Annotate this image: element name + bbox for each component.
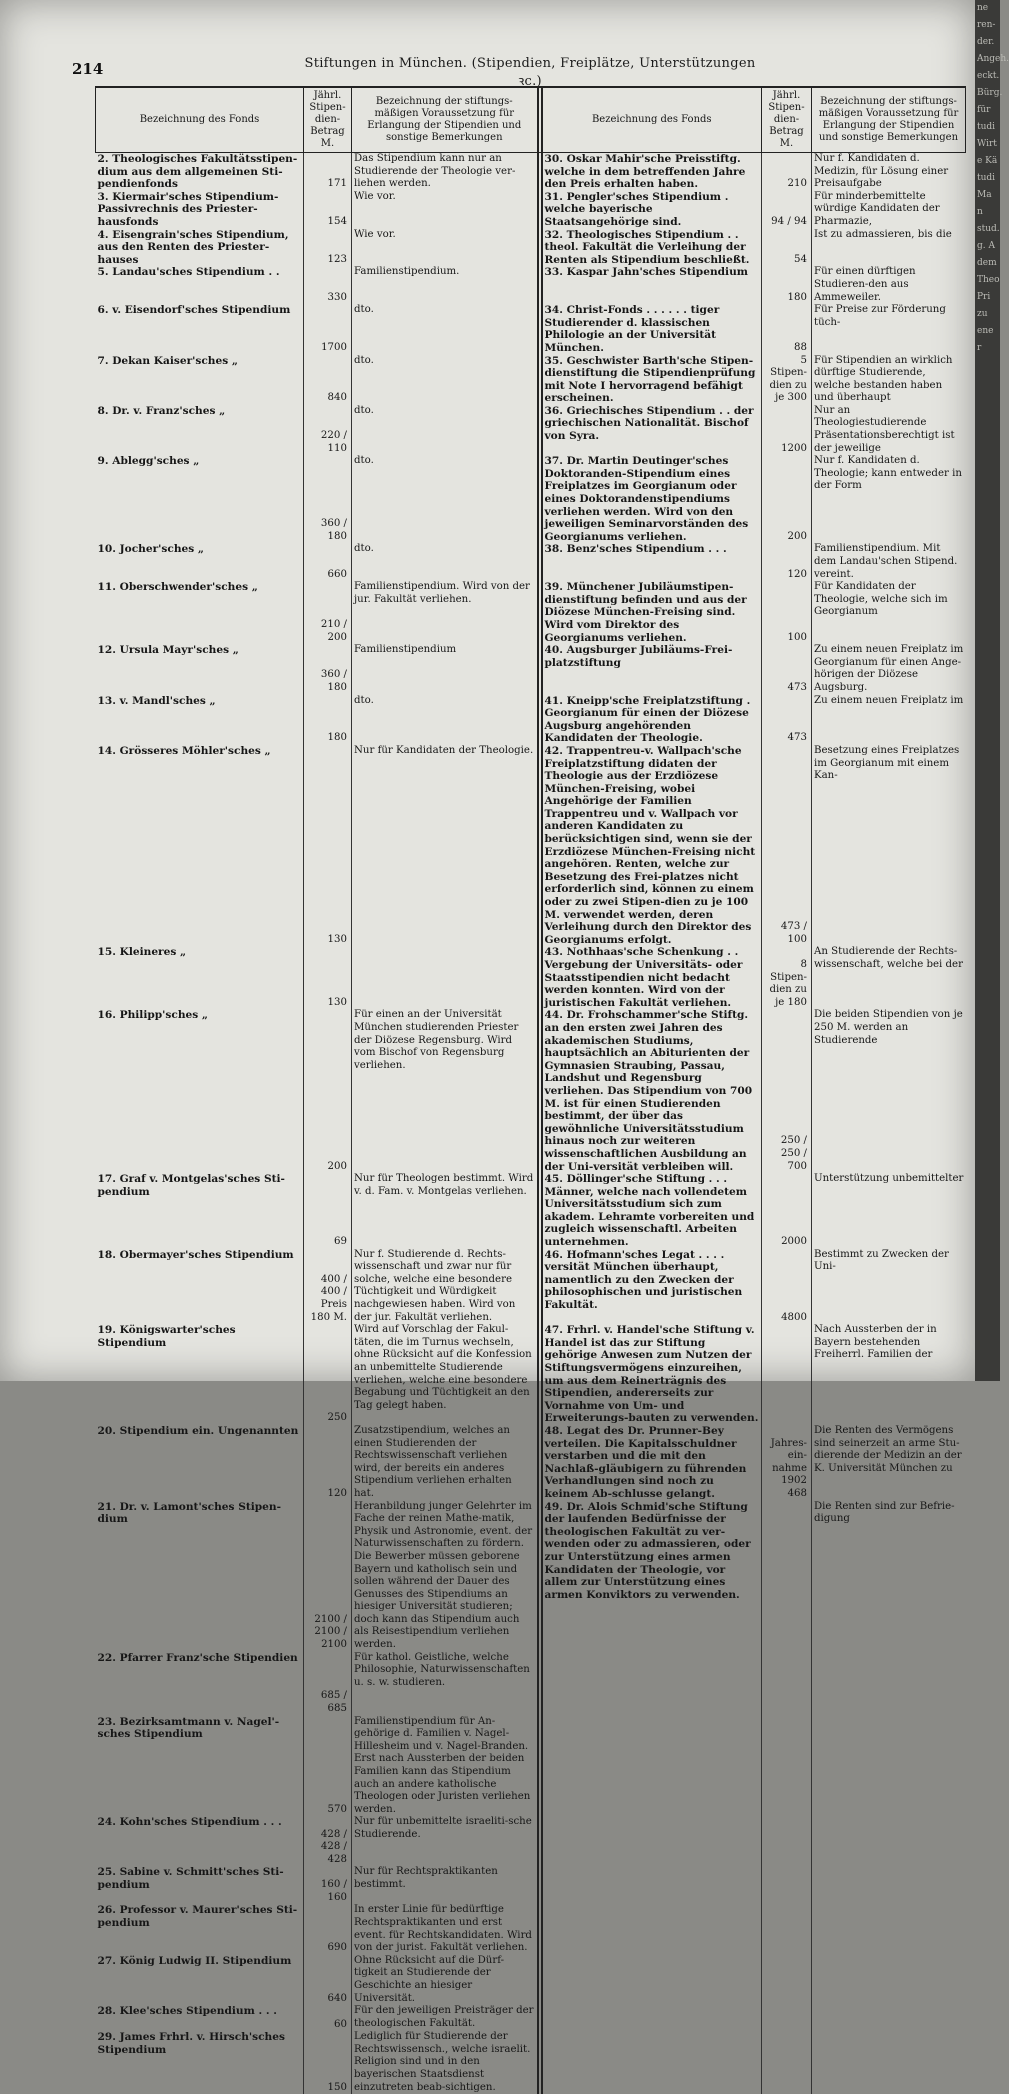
edge-fragment: Pri <box>975 289 1000 306</box>
fund-name: 28. Klee'sches Stipendium . . . <box>96 2005 304 2031</box>
stipend-amount: 130 <box>304 946 352 1009</box>
header-name-left: Bezeichnung des Fonds <box>96 87 304 153</box>
stipend-amount: 88 <box>762 304 812 354</box>
empty-cell <box>762 1904 812 1954</box>
stipend-condition: Nur an Theologiestudierende Präsentationsberechtigt ist der jeweilige <box>812 405 966 455</box>
empty-cell <box>542 1716 762 1817</box>
stipend-amount: 330 <box>304 266 352 304</box>
fund-name: 22. Pfarrer Franz'sche Stipendien <box>96 1652 304 1716</box>
stipend-amount: 100 <box>762 581 812 644</box>
empty-cell <box>812 1816 966 1866</box>
stipend-amount: 660 <box>304 543 352 581</box>
stipend-amount: 473 <box>762 644 812 694</box>
stipend-amount: 2100 / 2100 / 2100 <box>304 1501 352 1652</box>
table-row <box>96 644 966 694</box>
fund-name: 38. Benz'sches Stipendium . . . <box>542 543 762 581</box>
edge-fragment: der. <box>975 34 1000 51</box>
fund-name: 3. Kiermair'sches Stipendium-Passivrechnis des Priester-hausfonds <box>96 191 304 229</box>
stipend-condition: Familienstipendium. Mit dem Landau'schen Stipend. vereint. <box>812 543 966 581</box>
stipend-amount: 171 <box>304 153 352 191</box>
empty-cell <box>812 1866 966 1904</box>
table-row <box>96 946 966 1009</box>
stipend-condition: Lediglich für Studierende der Rechtswissensch., welche israelit. Religion sind und in den bayerischen Staatsdienst einzutreten beab-sichtigen. <box>352 2031 538 2094</box>
fund-name: 17. Graf v. Montgelas'sches Sti-pendium <box>96 1173 304 1249</box>
table-row <box>96 1652 966 1716</box>
fund-name: 49. Dr. Alois Schmid'sche Stiftung der laufenden Bedürfnisse der theologischen Fakultät zu ver-wenden oder zu admassieren, oder zur Unterstützung eines armen Kandidaten der Theologie, vor allem zur Unterstützung eines armen Konviktors zu verwenden. <box>542 1501 762 1652</box>
stipend-condition: dto. <box>352 355 538 405</box>
table-row <box>96 1955 966 2005</box>
stipend-amount: 94 / 94 <box>762 191 812 229</box>
stipend-amount: 400 / 400 / Preis 180 M. <box>304 1249 352 1325</box>
stipend-condition: Für Preise zur Förderung tüch- <box>812 304 966 354</box>
stipend-condition: Nur für Theologen bestimmt. Wird v. d. Fam. v. Montgelas verliehen. <box>352 1173 538 1249</box>
table-row <box>96 1501 966 1652</box>
empty-cell <box>762 1816 812 1866</box>
table-row <box>96 229 966 267</box>
stipend-amount: 123 <box>304 229 352 267</box>
fund-name: 21. Dr. v. Lamont'sches Stipen-dium <box>96 1501 304 1652</box>
stipend-condition: Für minderbemittelte würdige Kandidaten der Pharmazie, <box>812 191 966 229</box>
stipend-condition: Für einen dürftigen Studieren-den aus Ammeweiler. <box>812 266 966 304</box>
stipend-amount: 360 / 180 <box>304 455 352 543</box>
edge-fragment: e Kä <box>975 153 1000 170</box>
empty-cell <box>542 1955 762 2005</box>
stipend-condition: Für Stipendien an wirklich dürftige Studierende, welche bestanden haben und überhaupt <box>812 355 966 405</box>
fund-name: 7. Dekan Kaiser'sches „ <box>96 355 304 405</box>
stipend-amount: 210 <box>762 153 812 191</box>
table-row <box>96 1816 966 1866</box>
fund-name: 30. Oskar Mahir'sche Preisstiftg. welche in dem betreffenden Jahre den Preis erhalten haben. <box>542 153 762 191</box>
fund-name: 42. Trappentreu-v. Wallpach'sche Freiplatzstiftung didaten der Theologie aus der Erzdiözese München-Freising, wobei Angehörige der Familien Trappentreu und v. Wallpach vor anderen Kandidaten zu berücksichtigen sind, wenn sie der Erzdiözese München-Freising nicht angehören. Renten, welche zur Besetzung des Frei-platzes nicht erforderlich sind, können zu einem oder zu zwei Stipen-dien zu je 100 M. verwendet werden, deren Verleihung durch den Direktor des Georgianums erfolgt. <box>542 745 762 947</box>
stipend-condition: Wird auf Vorschlag der Fakul-täten, die im Turnus wechseln, ohne Rücksicht auf die Konfession an unbemittelte Studierende verliehen, welche eine besondere Begabung und Tüchtigkeit an den Tag gelegt haben. <box>352 1324 538 1425</box>
empty-cell <box>542 2031 762 2094</box>
empty-cell <box>542 2005 762 2031</box>
stipend-amount: Jahres-ein-nahme 1902 468 <box>762 1425 812 1501</box>
table-row <box>96 266 966 304</box>
stipend-amount <box>762 1501 812 1652</box>
stipend-condition: dto. <box>352 695 538 745</box>
stipend-condition: dto. <box>352 304 538 354</box>
stipend-condition: In erster Linie für bedürftige Rechtspraktikanten und erst event. für Rechtskandidaten. Wird von der jurist. Fakultät verliehen. <box>352 1904 538 1954</box>
edge-fragment: ne <box>975 0 1000 17</box>
fund-name: 46. Hofmann'sches Legat . . . . versität München überhaupt, namentlich zu den Zwecken der philosophischen und juristischen Fakultät. <box>542 1249 762 1325</box>
stipend-condition <box>352 946 538 1009</box>
stipend-condition: Die Renten des Vermögens sind seinerzeit an arme Stu-dierende der Medizin an der K. Universität München zu <box>812 1425 966 1501</box>
stipend-condition: Zu einem neuen Freiplatz im Georgianum für einen Ange-hörigen der Diözese Augsburg. <box>812 644 966 694</box>
stipend-amount: 69 <box>304 1173 352 1249</box>
stipend-amount: 473 <box>762 695 812 745</box>
stipend-condition: Familienstipendium <box>352 644 538 694</box>
fund-name: 40. Augsburger Jubiläums-Frei-platzstiftung <box>542 644 762 694</box>
stipend-condition: Die Renten sind zur Befrie-digung <box>812 1501 966 1652</box>
edge-fragment: Angeh. <box>975 51 1000 68</box>
stipend-amount: 120 <box>304 1425 352 1501</box>
table-row <box>96 1425 966 1501</box>
stipend-condition: Für Kandidaten der Theologie, welche sich im Georgianum <box>812 581 966 644</box>
stipend-amount: 160 / 160 <box>304 1866 352 1904</box>
table-row <box>96 191 966 229</box>
fund-name: 9. Ablegg'sches „ <box>96 455 304 543</box>
empty-cell <box>762 2005 812 2031</box>
fund-name: 10. Jocher'sches „ <box>96 543 304 581</box>
edge-fragment: g. A <box>975 238 1000 255</box>
fund-name: 5. Landau'sches Stipendium . . <box>96 266 304 304</box>
stipend-condition: Ist zu admassieren, bis die <box>812 229 966 267</box>
fund-name: 31. Pengler'sches Stipendium . welche bayerische Staatsangehörige sind. <box>542 191 762 229</box>
table-row <box>96 2005 966 2031</box>
fund-name: 32. Theologisches Stipendium . . theol. Fakultät die Verleihung der Renten als Stipendium beschließt. <box>542 229 762 267</box>
stipend-condition: Nur f. Kandidaten d. Medizin, für Lösung einer Preisaufgabe <box>812 153 966 191</box>
stipend-condition: dto. <box>352 405 538 455</box>
empty-cell <box>762 2031 812 2094</box>
stipend-condition: Zusatzstipendium, welches an einen Studierenden der Rechtswissenschaft verliehen wird, der bereits ein anderes Stipendium verliehen erhalten hat. <box>352 1425 538 1501</box>
stipend-amount: 250 <box>304 1324 352 1425</box>
stipend-amount: 685 / 685 <box>304 1652 352 1716</box>
stipend-amount: 690 <box>304 1904 352 1954</box>
fund-name: 12. Ursula Mayr'sches „ <box>96 644 304 694</box>
stipend-amount: 5 Stipen-dien zu je 300 <box>762 355 812 405</box>
stipend-condition: Familienstipendium. <box>352 266 538 304</box>
empty-cell <box>542 1652 762 1716</box>
stipend-amount: 54 <box>762 229 812 267</box>
table-row <box>96 581 966 644</box>
table-row <box>96 1866 966 1904</box>
fund-name: 24. Kohn'sches Stipendium . . . <box>96 1816 304 1866</box>
stipend-amount: 1700 <box>304 304 352 354</box>
stipend-amount: 180 <box>304 695 352 745</box>
table-row <box>96 153 966 191</box>
stipend-amount: 130 <box>304 745 352 947</box>
edge-fragment: Theo <box>975 272 1000 289</box>
empty-cell <box>542 1866 762 1904</box>
stipend-amount: 2000 <box>762 1173 812 1249</box>
empty-cell <box>542 1904 762 1954</box>
fund-name: 43. Nothhaas'sche Schenkung . . Vergebung der Universitäts- oder Staatsstipendien nicht bedacht werden konnten. Wird von der juristischen Fakultät verliehen. <box>542 946 762 1009</box>
fund-name: 27. König Ludwig II. Stipendium <box>96 1955 304 2005</box>
fund-name: 37. Dr. Martin Deutinger'sches Doktoranden-Stipendium eines Freiplatzes im Georgianum oder eines Doktorandenstipendiums verliehen werden. Wird von den jeweiligen Seminarvorständen des Georgianums verliehen. <box>542 455 762 543</box>
table-row <box>96 1904 966 1954</box>
stipend-condition: An Studierende der Rechts-wissenschaft, welche bei der <box>812 946 966 1009</box>
stipend-amount: 473 / 100 <box>762 745 812 947</box>
table-row <box>96 2031 966 2094</box>
stipend-condition: Nur für unbemittelte israeliti-sche Studierende. <box>352 1816 538 1866</box>
header-amount-left: Jährl. Stipen-dien-Betrag M. <box>304 87 352 153</box>
stipend-condition: Familienstipendium. Wird von der jur. Fakultät verliehen. <box>352 581 538 644</box>
fund-name: 39. Münchener Jubiläumstipen-dienstiftung befinden und aus der Diözese München-Freising sind. Wird vom Direktor des Georgianums verliehen. <box>542 581 762 644</box>
fund-name: 6. v. Eisendorf'sches Stipendium <box>96 304 304 354</box>
edge-fragment: r <box>975 340 1000 357</box>
fund-name: 36. Griechisches Stipendium . . der griechischen Nationalität. Bischof von Syra. <box>542 405 762 455</box>
stipend-amount: 210 / 200 <box>304 581 352 644</box>
stipend-amount: 60 <box>304 2005 352 2031</box>
header-name-right: Bezeichnung des Fonds <box>542 87 762 153</box>
stipend-condition: Bestimmt zu Zwecken der Uni- <box>812 1249 966 1325</box>
table-row <box>96 695 966 745</box>
edge-fragment: dem <box>975 255 1000 272</box>
empty-cell <box>762 1866 812 1904</box>
empty-cell <box>812 1955 966 2005</box>
stipend-amount: 570 <box>304 1716 352 1817</box>
fund-name: 19. Königswarter'sches Stipendium <box>96 1324 304 1425</box>
stipend-amount: 154 <box>304 191 352 229</box>
table-row <box>96 1009 966 1173</box>
stipend-condition: dto. <box>352 543 538 581</box>
edge-fragment: Wirt <box>975 136 1000 153</box>
table-row <box>96 405 966 455</box>
table-row <box>96 304 966 354</box>
stipend-condition: dto. <box>352 455 538 543</box>
edge-fragment: eckt. <box>975 68 1000 85</box>
edge-fragment: ren- <box>975 17 1000 34</box>
table-row <box>96 1324 966 1425</box>
stipend-condition: Die beiden Stipendien von je 250 M. werden an Studierende <box>812 1009 966 1173</box>
stipend-amount: 120 <box>762 543 812 581</box>
empty-cell <box>812 1904 966 1954</box>
table-row <box>96 355 966 405</box>
fund-name: 16. Philipp'sches „ <box>96 1009 304 1173</box>
table-row <box>96 745 966 947</box>
empty-cell <box>762 1955 812 2005</box>
stipend-condition: Nur für Rechtspraktikanten bestimmt. <box>352 1866 538 1904</box>
fund-name: 26. Professor v. Maurer'sches Sti-pendium <box>96 1904 304 1954</box>
table-row <box>96 543 966 581</box>
stipend-condition: Wie vor. <box>352 229 538 267</box>
stipend-condition: Für den jeweiligen Preisträger der theologischen Fakultät. <box>352 2005 538 2031</box>
fund-name: 25. Sabine v. Schmitt'sches Sti-pendium <box>96 1866 304 1904</box>
edge-fragment: zu <box>975 306 1000 323</box>
stipend-condition: Das Stipendium kann nur an Studierende der Theologie ver-liehen werden. <box>352 153 538 191</box>
fund-name: 33. Kaspar Jahn'sches Stipendium <box>542 266 762 304</box>
fund-name: 44. Dr. Frohschammer'sche Stiftg. an den ersten zwei Jahren des akademischen Studiums, hauptsächlich an Abiturienten der Gymnasien Straubing, Passau, Landshut und Regensburg verliehen. Das Stipendium von 700 M. ist für einen Studierenden bestimmt, der über das gewöhnliche Universitätsstudium hinaus noch zur weiteren wissenschaftlichen Ausbildung an der Uni-versität verbleiben will. <box>542 1009 762 1173</box>
fund-name: 14. Grösseres Möhler'sches „ <box>96 745 304 947</box>
fund-name: 20. Stipendium ein. Ungenannten <box>96 1425 304 1501</box>
fund-name: 23. Bezirksamtmann v. Nagel'-sches Stipendium <box>96 1716 304 1817</box>
stipend-amount: 840 <box>304 355 352 405</box>
table-row <box>96 1173 966 1249</box>
stipend-condition: Für einen an der Universität München studierenden Priester der Diözese Regensburg. Wird vom Bischof von Regensburg verliehen. <box>352 1009 538 1173</box>
stipend-amount: 200 <box>304 1009 352 1173</box>
edge-fragment: für <box>975 102 1000 119</box>
empty-cell <box>812 1652 966 1716</box>
stipend-amount: 1200 <box>762 405 812 455</box>
edge-fragment: n <box>975 204 1000 221</box>
stipend-amount: 250 / 250 / 700 <box>762 1009 812 1173</box>
empty-cell <box>762 1716 812 1817</box>
fund-name: 18. Obermayer'sches Stipendium <box>96 1249 304 1325</box>
running-head: Stiftungen in München. (Stipendien, Freiplätze, Unterstützungen ꝛc.) <box>300 56 760 89</box>
fund-name: 15. Kleineres „ <box>96 946 304 1009</box>
header-condition-left: Bezeichnung der stiftungs-mäßigen Voraussetzung für Erlangung der Stipendien und sonstige Bemerkungen <box>352 87 538 153</box>
stipend-amount: 428 / 428 / 428 <box>304 1816 352 1866</box>
edge-fragment: Ma <box>975 187 1000 204</box>
fund-name: 41. Kneipp'sche Freiplatzstiftung . Georgianum für einen der Diözese Augsburg angehörenden Kandidaten der Theologie. <box>542 695 762 745</box>
stipend-condition: Besetzung eines Freiplatzes im Georgianum mit einem Kan- <box>812 745 966 947</box>
stipend-condition: Heranbildung junger Gelehrter im Fache der reinen Mathe-matik, Physik und Astronomie, event. der Naturwissenschaften zu fördern. Die Bewerber müssen geborene Bayern und katholisch sein und sollen während der Dauer des Genusses des Stipendiums an hiesiger Universität studieren; doch kann das Stipendium auch als Reisestipendium verliehen werden. <box>352 1501 538 1652</box>
table-header-row <box>96 87 966 153</box>
stipend-condition: Unterstützung unbemittelter <box>812 1173 966 1249</box>
edge-fragment: tudi <box>975 119 1000 136</box>
stipend-condition: Nur f. Kandidaten d. Theologie; kann entweder in der Form <box>812 455 966 543</box>
header-condition-right: Bezeichnung der stiftungs-mäßigen Voraussetzung für Erlangung der Stipendien und sonstige Bemerkungen <box>812 87 966 153</box>
table-row <box>96 1716 966 1817</box>
adjacent-page-edge <box>975 0 1000 1381</box>
edge-fragment: stud. <box>975 221 1000 238</box>
fund-name: 11. Oberschwender'sches „ <box>96 581 304 644</box>
stipend-condition: Für kathol. Geistliche, welche Philosophie, Naturwissenschaften u. s. w. studieren. <box>352 1652 538 1716</box>
fund-name: 29. James Frhrl. v. Hirsch'sches Stipendium <box>96 2031 304 2094</box>
empty-cell <box>812 2005 966 2031</box>
edge-fragment: Bürg. <box>975 85 1000 102</box>
fund-name: 2. Theologisches Fakultätsstipen-dium aus dem allgemeinen Sti-pendienfonds <box>96 153 304 191</box>
stipend-amount <box>762 1324 812 1425</box>
empty-cell <box>542 1816 762 1866</box>
table-row <box>96 455 966 543</box>
fund-name: 13. v. Mandl'sches „ <box>96 695 304 745</box>
stipend-condition: Nur f. Studierende d. Rechts-wissenschaft und zwar nur für solche, welche eine besondere Tüchtigkeit und Würdigkeit nachgewiesen haben. Wird von der jur. Fakultät verliehen. <box>352 1249 538 1325</box>
stipend-amount: 220 / 110 <box>304 405 352 455</box>
header-amount-right: Jährl. Stipen-dien-Betrag M. <box>762 87 812 153</box>
edge-fragment: tudi <box>975 170 1000 187</box>
stipend-condition: Zu einem neuen Freiplatz im <box>812 695 966 745</box>
stipend-amount: 4800 <box>762 1249 812 1325</box>
fund-name: 47. Frhrl. v. Handel'sche Stiftung v. Handel ist das zur Stiftung gehörige Anwesen zum Nutzen der Stiftungsvermögens einzureihen, um aus dem Reinerträgnis des Stipendien, andererseits zur Vornahme von Um- und Erweiterungs-bauten zu verwenden. <box>542 1324 762 1425</box>
fund-name: 4. Eisengrain'sches Stipendium, aus den Renten des Priester-hauses <box>96 229 304 267</box>
stipend-amount: 180 <box>762 266 812 304</box>
stipend-condition: Nur für Kandidaten der Theologie. <box>352 745 538 947</box>
empty-cell <box>762 1652 812 1716</box>
edge-fragment: ene <box>975 323 1000 340</box>
fund-name: 8. Dr. v. Franz'sches „ <box>96 405 304 455</box>
stipend-amount: 8 Stipen-dien zu je 180 <box>762 946 812 1009</box>
page-number: 214 <box>72 60 103 78</box>
empty-cell <box>812 1716 966 1817</box>
stipend-condition: Ohne Rücksicht auf die Dürf-tigkeit an Studierende der Geschichte an hiesiger Universität. <box>352 1955 538 2005</box>
table-body <box>96 153 966 2094</box>
foundations-table <box>95 86 966 2094</box>
stipend-amount: 640 <box>304 1955 352 2005</box>
fund-name: 35. Geschwister Barth'sche Stipen-dienstiftung die Stipendienprüfung mit Note I hervorragend befähigt erscheinen. <box>542 355 762 405</box>
empty-cell <box>812 2031 966 2094</box>
stipend-amount: 360 / 180 <box>304 644 352 694</box>
stipend-condition: Familienstipendium für An-gehörige d. Familien v. Nagel-Hillesheim und v. Nagel-Branden. Erst nach Aussterben der beiden Familien kann das Stipendium auch an andere katholische Theologen oder Juristen verliehen werden. <box>352 1716 538 1817</box>
stipend-condition: Wie vor. <box>352 191 538 229</box>
stipend-amount: 150 <box>304 2031 352 2094</box>
fund-name: 45. Döllinger'sche Stiftung . . . Männer, welche nach vollendetem Universitätsstudium sich zum akadem. Lehramte vorbereiten und zugleich wissenschaftl. Arbeiten unternehmen. <box>542 1173 762 1249</box>
stipend-condition: Nach Aussterben der in Bayern bestehenden Freiherrl. Familien der <box>812 1324 966 1425</box>
fund-name: 48. Legat des Dr. Prunner-Bey verteilen. Die Kapitalsschuldner verstarben und die mit den Nachlaß-gläubigern zu führenden Verhandlungen sind noch zu keinem Ab-schlusse gelangt. <box>542 1425 762 1501</box>
fund-name: 34. Christ-Fonds . . . . . . tiger Studierender d. klassischen Philologie an der Universität München. <box>542 304 762 354</box>
table-row <box>96 1249 966 1325</box>
stipend-amount: 200 <box>762 455 812 543</box>
